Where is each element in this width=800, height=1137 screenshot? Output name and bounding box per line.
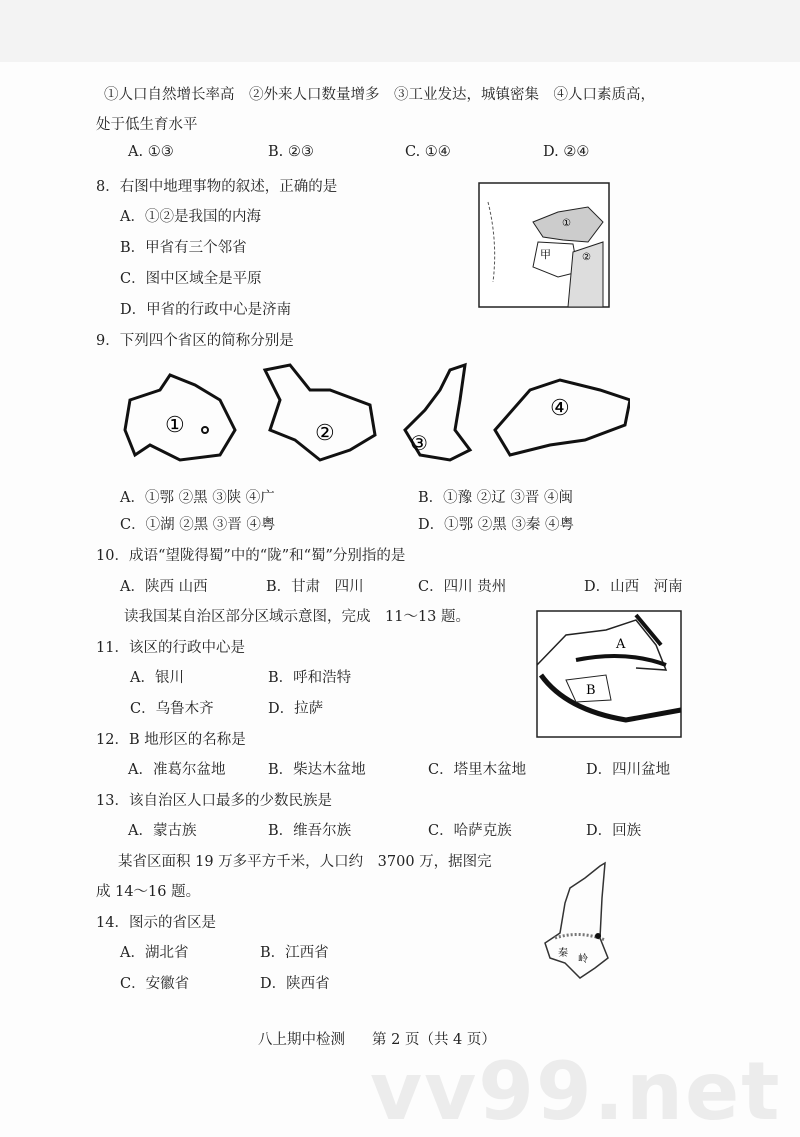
q11-option-d: D．拉萨 xyxy=(268,701,324,717)
q7-option-d: D. ②④ xyxy=(543,144,590,160)
q10-option-c: C．四川 贵州 xyxy=(418,579,507,595)
map-label-ling: 岭 xyxy=(578,954,588,965)
map-label-2: ② xyxy=(582,252,591,263)
q7-stem: ①人口自然增长率高 ②外来人口数量增多 ③工业发达，城镇密集 ④人口素质高， xyxy=(104,87,655,103)
q7-option-b: B. ②③ xyxy=(268,144,314,160)
intro-11-13: 读我国某自治区部分区域示意图，完成 11～13 题。 xyxy=(124,609,471,625)
top-bar xyxy=(0,0,800,62)
q12-option-c: C．塔里木盆地 xyxy=(428,762,527,778)
q9-stem: 9．下列四个省区的简称分别是 xyxy=(96,333,294,349)
q10-stem: 10．成语“望陇得蜀”中的“陇”和“蜀”分别指的是 xyxy=(96,548,406,564)
footer-title: 八上期中检测 xyxy=(258,1032,345,1048)
q12-stem: 12．B 地形区的名称是 xyxy=(96,732,246,748)
map-label-a: A xyxy=(616,637,626,652)
map-1-label: ① xyxy=(165,413,185,438)
q10-option-a: A．陕西 山西 xyxy=(120,579,208,595)
q10-option-d: D．山西 河南 xyxy=(584,579,683,595)
q14-option-a: A．湖北省 xyxy=(120,945,189,961)
footer-page: 第 2 页（共 4 页） xyxy=(372,1032,496,1048)
q8-option-a: A．①②是我国的内海 xyxy=(120,209,261,225)
q10-option-b: B．甘肃 四川 xyxy=(266,579,364,595)
q7-option-a: A. ①③ xyxy=(128,144,174,160)
map-label-qin: 秦 xyxy=(558,948,568,959)
q11-stem: 11．该区的行政中心是 xyxy=(96,640,245,656)
q9-maps xyxy=(110,360,630,475)
q9-option-d: D．①鄂 ②黑 ③秦 ④粤 xyxy=(418,517,574,533)
intro-14-16-cont: 成 14～16 题。 xyxy=(96,884,201,900)
q14-option-c: C．安徽省 xyxy=(120,976,190,992)
q8-map xyxy=(478,182,610,308)
q14-option-d: D．陕西省 xyxy=(260,976,330,992)
map-2-label: ② xyxy=(315,421,335,446)
intro-14-16: 某省区面积 19 万多平方千米，人口约 3700 万，据图完 xyxy=(118,854,492,870)
q8-option-b: B．甲省有三个邻省 xyxy=(120,240,247,256)
map-3-label: ③ xyxy=(410,431,428,455)
map-label-b: B xyxy=(586,683,596,698)
q12-option-d: D．四川盆地 xyxy=(586,762,671,778)
q13-option-a: A．蒙古族 xyxy=(128,823,197,839)
q13-option-c: C．哈萨克族 xyxy=(428,823,512,839)
q9-option-b: B．①豫 ②辽 ③晋 ④闽 xyxy=(418,490,573,506)
q12-option-a: A．准葛尔盆地 xyxy=(128,762,226,778)
q13-option-b: B．维吾尔族 xyxy=(268,823,352,839)
q11-option-b: B．呼和浩特 xyxy=(268,670,352,686)
q7-stem-cont: 处于低生育水平 xyxy=(96,117,198,133)
q11-map xyxy=(536,610,682,738)
map-label-1: ① xyxy=(562,218,571,229)
q13-stem: 13．该自治区人口最多的少数民族是 xyxy=(96,793,332,809)
q14-map xyxy=(540,858,640,983)
q13-option-d: D．回族 xyxy=(586,823,642,839)
watermark: vv99.net xyxy=(370,1045,782,1137)
q12-option-b: B．柴达木盆地 xyxy=(268,762,366,778)
q11-option-a: A．银川 xyxy=(130,670,184,686)
q14-stem: 14．图示的省区是 xyxy=(96,915,216,931)
q14-option-b: B．江西省 xyxy=(260,945,329,961)
q8-option-d: D．甲省的行政中心是济南 xyxy=(120,302,292,318)
map-label-jia: 甲 xyxy=(540,248,551,261)
q8-stem: 8．右图中地理事物的叙述，正确的是 xyxy=(96,179,338,195)
q11-option-c: C．乌鲁木齐 xyxy=(130,701,214,717)
q9-option-c: C．①湖 ②黑 ③晋 ④粤 xyxy=(120,517,276,533)
q8-option-c: C．图中区域全是平原 xyxy=(120,271,262,287)
q7-option-c: C. ①④ xyxy=(405,144,451,160)
q9-option-a: A．①鄂 ②黑 ③陕 ④广 xyxy=(120,490,275,506)
map-4-label: ④ xyxy=(550,396,570,421)
